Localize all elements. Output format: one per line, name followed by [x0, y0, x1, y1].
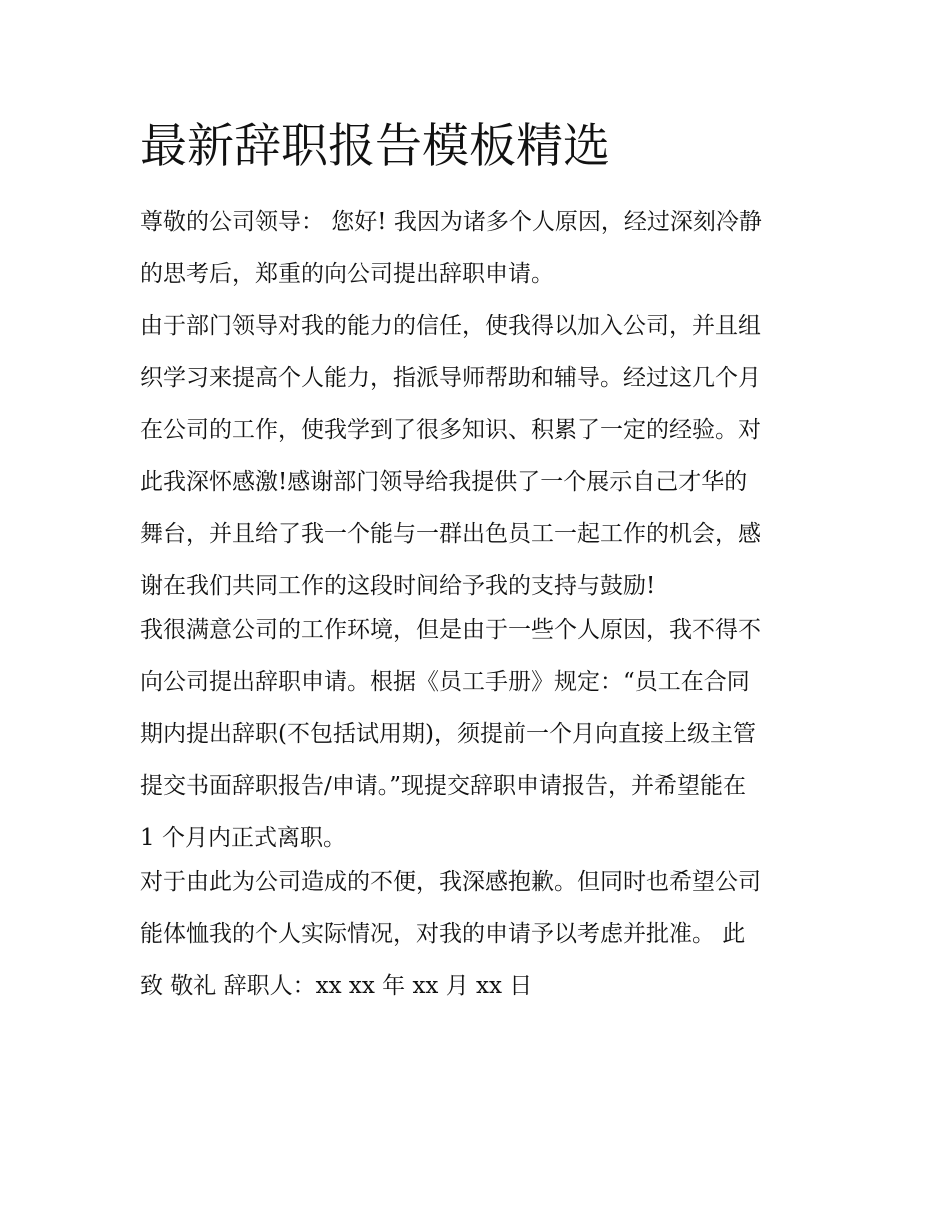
- paragraph-line: 提交书面辞职报告/申请。”现提交辞职申请报告，并希望能在: [140, 773, 747, 799]
- paragraph-line: 舞台，并且给了我一个能与一群出色员工一起工作的机会，感: [140, 521, 761, 547]
- paragraph-line: 向公司提出辞职申请。根据《员工手册》规定：“员工在合同: [140, 669, 750, 695]
- paragraph-line: 1 个月内正式离职。: [140, 825, 346, 851]
- paragraph-line: 此我深怀感激!感谢部门领导给我提供了一个展示自己才华的: [140, 469, 748, 495]
- paragraph-line: 能体恤我的个人实际情况，对我的申请予以考虑并批准。 此: [140, 921, 746, 947]
- paragraph-gratitude: [140, 300, 810, 612]
- document-title: 最新辞职报告模板精选: [140, 119, 610, 174]
- paragraph-line: 我很满意公司的工作环境，但是由于一些个人原因，我不得不: [140, 617, 761, 643]
- paragraph-closing: [140, 856, 810, 1012]
- signature-line: 致 敬礼 辞职人：xx xx 年 xx 月 xx 日: [140, 973, 533, 999]
- paragraph-line: 期内提出辞职(不包括试用期)，须提前一个月向直接上级主管: [140, 721, 756, 747]
- paragraph-greeting: [140, 196, 810, 300]
- paragraph-line: 织学习来提高个人能力，指派导师帮助和辅导。经过这几个月: [140, 365, 761, 391]
- paragraph-resignation-request: [140, 604, 810, 864]
- paragraph-line: 谢在我们共同工作的这段时间给予我的支持与鼓励!: [140, 573, 656, 599]
- paragraph-line: 对于由此为公司造成的不便，我深感抱歉。但同时也希望公司: [140, 869, 761, 895]
- paragraph-line: 在公司的工作，使我学到了很多知识、积累了一定的经验。对: [140, 417, 761, 443]
- paragraph-line: 由于部门领导对我的能力的信任，使我得以加入公司，并且组: [140, 313, 761, 339]
- paragraph-line: 尊敬的公司领导： 您好! 我因为诸多个人原因，经过深刻冷静: [140, 209, 762, 235]
- paragraph-line: 的思考后，郑重的向公司提出辞职申请。: [140, 261, 554, 287]
